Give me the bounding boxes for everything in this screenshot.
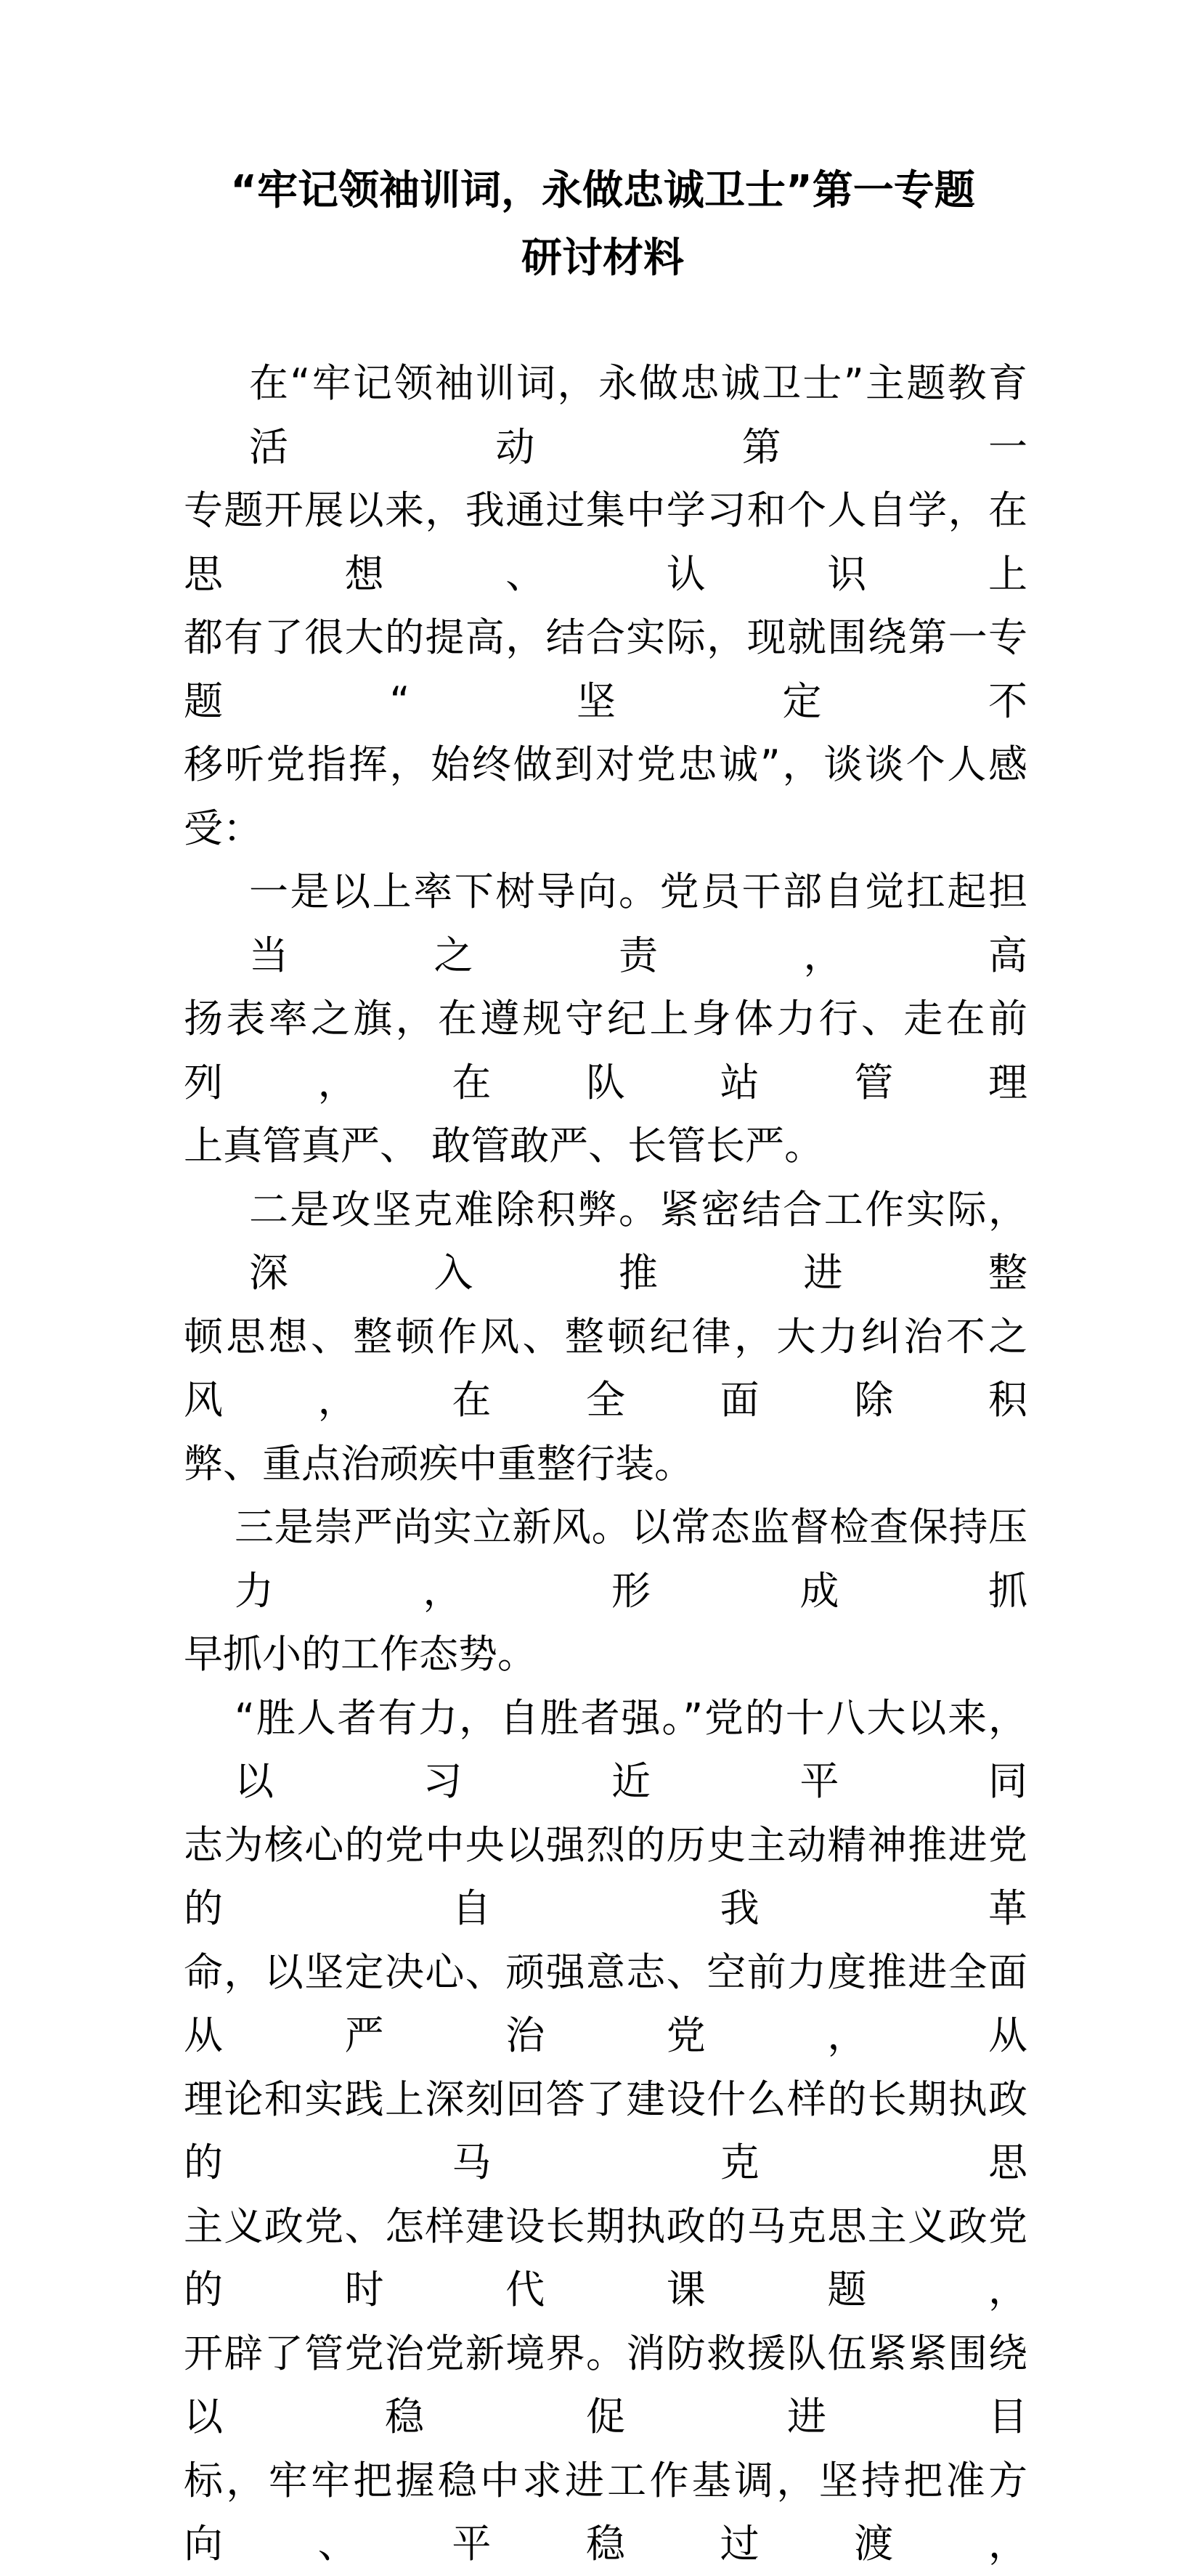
paragraph-line: 上真管真严、 敢管敢严、长管长严。: [184, 1123, 824, 1169]
title-line-2: 研讨材料: [521, 235, 684, 282]
paragraph-point-1: [184, 860, 1027, 1178]
paragraph-line: 顿思想、整顿作风、整顿纪律，大力纠治不之风，在全面除积: [184, 1313, 1027, 1423]
paragraph-conclusion: [184, 1686, 1027, 2576]
paragraph-line: 专题开展以来，我通过集中学习和个人自学，在思想、认识上: [184, 487, 1027, 597]
paragraph-line: 一是以上率下树导向。党员干部自觉扛起担当之责，高: [249, 869, 1027, 978]
document-body: [184, 352, 1027, 2576]
paragraph-line: 三是崇严尚实立新风。以常态监督检查保持压力，形成抓: [235, 1504, 1027, 1614]
paragraph-point-2: [184, 1178, 1027, 1496]
paragraph-line: 都有了很大的提高，结合实际，现就围绕第一专题“坚定不: [184, 614, 1027, 724]
document-title: [174, 157, 1031, 292]
paragraph-line: 开辟了管党治党新境界。消防救援队伍紧紧围绕以稳促进目: [184, 2330, 1027, 2439]
paragraph-line: 弊、重点治顽疾中重整行装。: [184, 1440, 693, 1487]
paragraph-line: 标，牢牢把握稳中求进工作基调，坚持把准方向、平稳过渡，: [184, 2457, 1027, 2567]
paragraph-line: 移听党指挥，始终做到对党忠诚”，谈谈个人感受：: [184, 741, 1027, 851]
paragraph-line: 命，以坚定决心、顽强意志、空前力度推进全面从严治党，从: [184, 1949, 1027, 2058]
paragraph-line: 志为核心的党中央以强烈的历史主动精神推进党的自我革: [184, 1821, 1027, 1931]
paragraph-line: 扬表率之旗，在遵规守纪上身体力行、走在前列，在队站管理: [184, 996, 1027, 1105]
paragraph-line: 二是攻坚克难除积弊。紧密结合工作实际，深入推进整: [249, 1186, 1027, 1296]
paragraph-point-3: [184, 1495, 1027, 1686]
paragraph-line: “胜人者有力，自胜者强。”党的十八大以来，以习近平同: [235, 1694, 1027, 1804]
title-line-1: “牢记领袖训词，永做忠诚卫士”第一专题: [230, 167, 975, 214]
paragraph-line: 主义政党、怎样建设长期执政的马克思主义政党的时代课题，: [184, 2203, 1027, 2312]
paragraph-intro: [184, 352, 1027, 860]
paragraph-line: 早抓小的工作态势。: [184, 1631, 537, 1677]
paragraph-line: 在“牢记领袖训词，永做忠诚卫士”主题教育活动第一: [249, 360, 1027, 470]
paragraph-line: 理论和实践上深刻回答了建设什么样的长期执政的马克思: [184, 2076, 1027, 2185]
